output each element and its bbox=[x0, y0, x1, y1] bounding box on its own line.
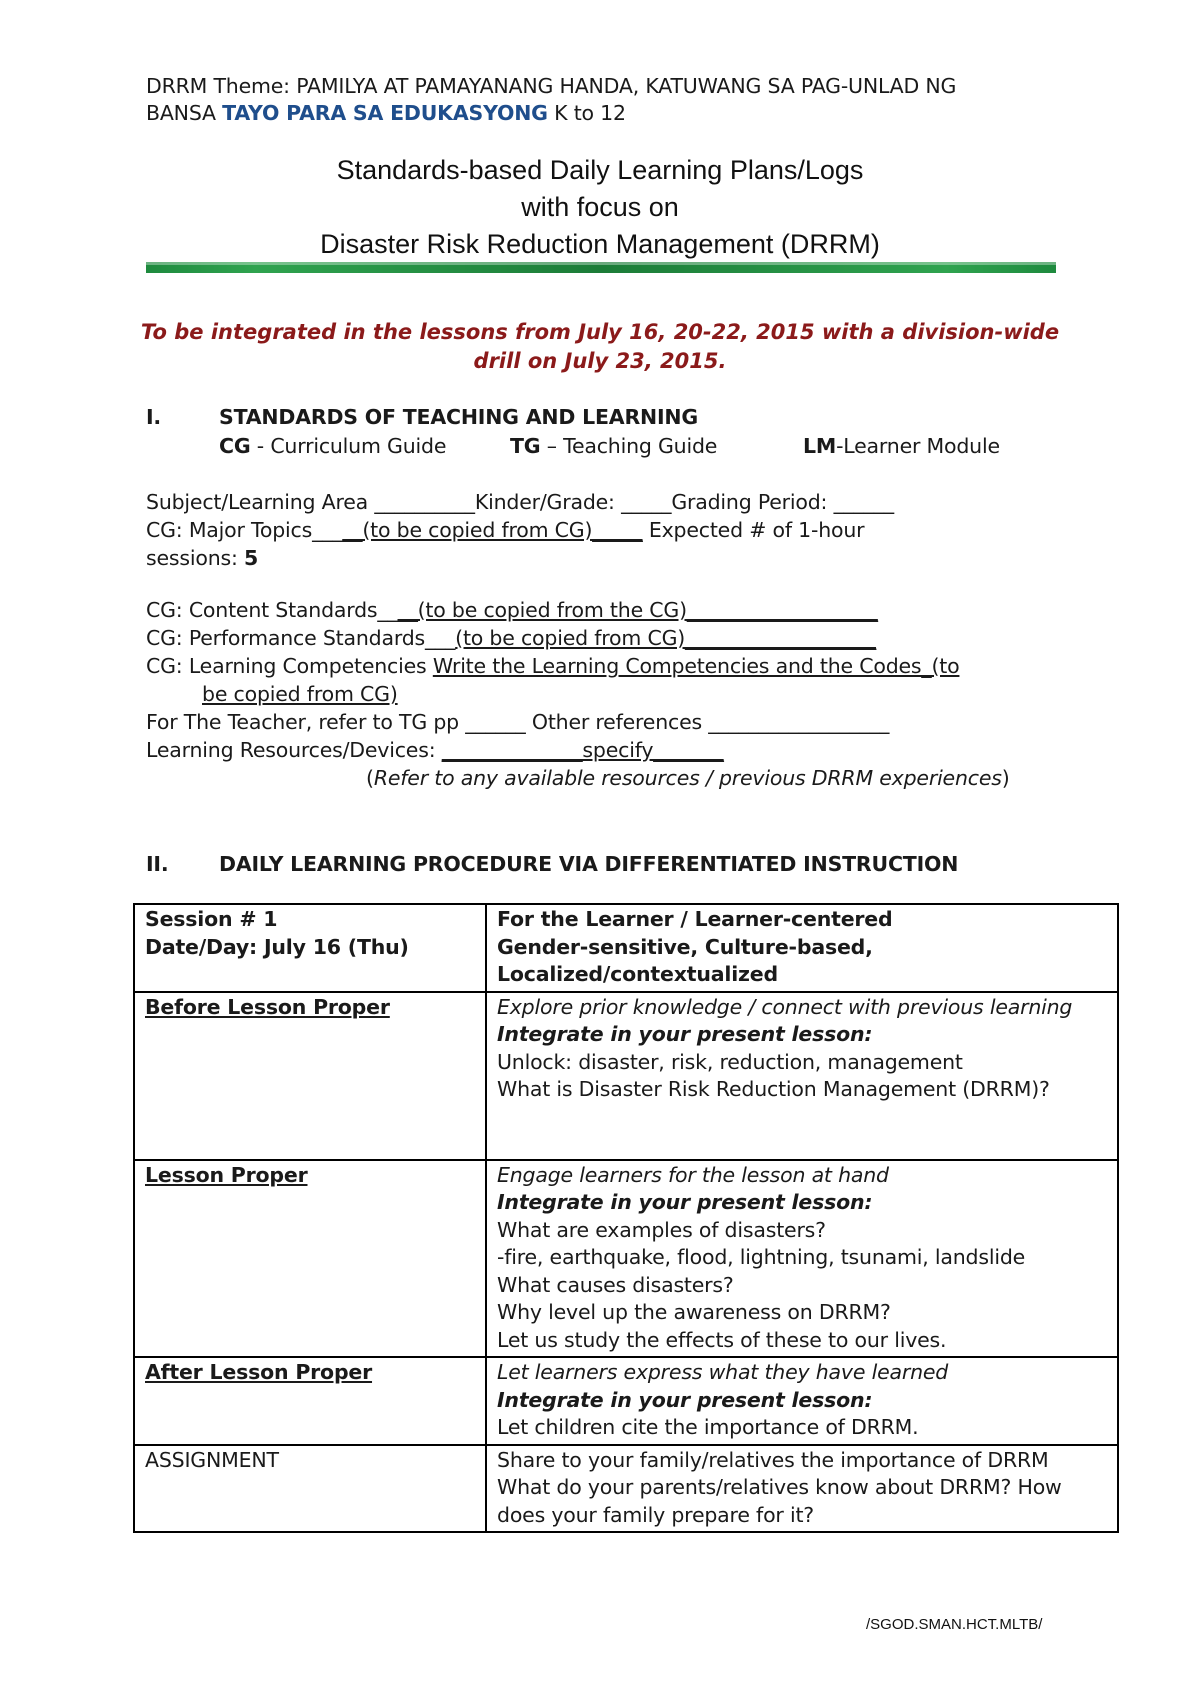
header-localized: Localized/contextualized bbox=[497, 962, 778, 986]
row-italic-note: Let learners express what they have learned bbox=[497, 1360, 949, 1384]
lm-abbr: LM bbox=[803, 434, 837, 458]
row-line: Let children cite the importance of DRRM. bbox=[497, 1415, 919, 1439]
notice-line-1: To be integrated in the lessons from July 16, 20-22, 2015 with a division-wide bbox=[140, 320, 1060, 344]
theme-prefix: BANSA bbox=[146, 101, 223, 125]
subject-line: Subject/Learning Area __________Kinder/Grade: _____Grading Period: ______ bbox=[146, 490, 894, 514]
table-row bbox=[134, 1160, 1118, 1358]
sessions-value: 5 bbox=[244, 546, 259, 570]
table-row bbox=[134, 1445, 1118, 1533]
header-learner-centered: For the Learner / Learner-centered bbox=[497, 907, 893, 931]
row-line: What are examples of disasters? bbox=[497, 1217, 826, 1242]
competencies-underlined: Write the Learning Competencies and the Codes_(to bbox=[432, 654, 960, 678]
abbreviation-lm bbox=[803, 432, 1000, 460]
title-divider-bar bbox=[146, 262, 1056, 273]
row-content-after-lesson bbox=[486, 1357, 1118, 1445]
major-topics-underlined: __(to be copied from CG)_____ bbox=[342, 518, 643, 542]
section2-numeral: II. bbox=[146, 852, 169, 876]
performance-underlined: (to be copied from CG)___________________ bbox=[455, 626, 877, 650]
row-content-before-lesson bbox=[486, 992, 1118, 1160]
major-topics-line bbox=[146, 516, 864, 544]
table-header-session bbox=[134, 904, 486, 992]
theme-line-2 bbox=[146, 99, 626, 127]
row-line: -fire, earthquake, flood, lightning, tsunami, landslide bbox=[497, 1245, 1026, 1269]
content-prefix: CG: Content Standards__ bbox=[146, 598, 398, 622]
row-line: What causes disasters? bbox=[497, 1272, 734, 1297]
notice-line-2: drill on July 23, 2015. bbox=[473, 349, 727, 373]
procedure-table bbox=[133, 903, 1119, 1533]
theme-line-1: DRRM Theme: PAMILYA AT PAMAYANANG HANDA, KATUWANG SA PAG-UNLAD NG bbox=[146, 74, 957, 98]
row-italic-note: Engage learners for the lesson at hand bbox=[497, 1162, 889, 1187]
competencies-line bbox=[146, 652, 959, 680]
table-row bbox=[134, 992, 1118, 1160]
sessions-line bbox=[146, 544, 258, 572]
teacher-references-line: For The Teacher, refer to TG pp ______ Other references __________________ bbox=[146, 710, 890, 734]
table-row bbox=[134, 1357, 1118, 1445]
tg-abbr: TG bbox=[510, 434, 541, 458]
resources-underlined: ______________specify_______ bbox=[441, 738, 724, 762]
resources-prefix: Learning Resources/Devices: bbox=[146, 738, 442, 762]
row-line: What is Disaster Risk Reduction Management (DRRM)? bbox=[497, 1077, 1050, 1101]
theme-highlight: TAYO PARA SA EDUKASYONG bbox=[222, 101, 548, 125]
abbreviation-cg bbox=[219, 432, 446, 460]
row-italic-note: Explore prior knowledge / connect with previous learning bbox=[497, 994, 1073, 1019]
tg-text: – Teaching Guide bbox=[540, 434, 718, 458]
refer-open: ( bbox=[366, 766, 374, 790]
footer-code: /SGOD.SMAN.HCT.MLTB/ bbox=[866, 1616, 1043, 1633]
refer-text: Refer to any available resources / previous DRRM experiences bbox=[373, 766, 1002, 790]
row-integrate-label: Integrate in your present lesson: bbox=[497, 1022, 873, 1046]
row-line: What do your parents/relatives know about DRRM? How does your family prepare for it? bbox=[497, 1475, 1062, 1527]
expected-sessions-label: Expected # of 1-hour bbox=[642, 518, 865, 542]
section1-numeral: I. bbox=[146, 405, 162, 429]
table-header-row bbox=[134, 904, 1118, 992]
row-line: Share to your family/relatives the importance of DRRM bbox=[497, 1447, 1049, 1472]
row-line: Let us study the effects of these to our lives. bbox=[497, 1327, 947, 1352]
row-integrate-label: Integrate in your present lesson: bbox=[497, 1190, 873, 1214]
theme-suffix: K to 12 bbox=[547, 101, 626, 125]
header-gender-sensitive: Gender-sensitive, Culture-based, bbox=[497, 934, 873, 959]
refer-note bbox=[366, 764, 1010, 792]
performance-prefix: CG: Performance Standards___ bbox=[146, 626, 456, 650]
row-label-after-lesson: After Lesson Proper bbox=[134, 1357, 486, 1445]
row-line: Unlock: disaster, risk, reduction, management bbox=[497, 1049, 963, 1074]
content-underlined: __(to be copied from the CG)___________________ bbox=[397, 598, 878, 622]
cg-text: - Curriculum Guide bbox=[250, 434, 447, 458]
row-label-before-lesson: Before Lesson Proper bbox=[134, 992, 486, 1160]
row-line: Why level up the awareness on DRRM? bbox=[497, 1300, 891, 1324]
section2-heading: DAILY LEARNING PROCEDURE VIA DIFFERENTIATED INSTRUCTION bbox=[219, 852, 959, 876]
title-line-1: Standards-based Daily Learning Plans/Logs bbox=[336, 155, 864, 185]
section1-heading: STANDARDS OF TEACHING AND LEARNING bbox=[219, 405, 698, 429]
row-content-lesson-proper bbox=[486, 1160, 1118, 1358]
major-topics-prefix: CG: Major Topics___ bbox=[146, 518, 343, 542]
session-date: Date/Day: July 16 (Thu) bbox=[145, 934, 409, 959]
content-standards-line bbox=[146, 596, 878, 624]
lm-text: -Learner Module bbox=[836, 434, 1000, 458]
row-content-assignment bbox=[486, 1445, 1118, 1533]
row-integrate-label: Integrate in your present lesson: bbox=[497, 1387, 873, 1412]
sessions-label: sessions: bbox=[146, 546, 244, 570]
cg-abbr: CG bbox=[219, 434, 251, 458]
table-header-learner bbox=[486, 904, 1118, 992]
title-line-3: Disaster Risk Reduction Management (DRRM) bbox=[320, 229, 880, 259]
competencies-prefix: CG: Learning Competencies bbox=[146, 654, 433, 678]
row-label-assignment: ASSIGNMENT bbox=[134, 1445, 486, 1533]
row-label-lesson-proper: Lesson Proper bbox=[134, 1160, 486, 1358]
performance-standards-line bbox=[146, 624, 876, 652]
title-line-2: with focus on bbox=[521, 192, 679, 222]
refer-close: ) bbox=[1001, 766, 1010, 790]
competencies-line-2: be copied from CG) bbox=[202, 682, 398, 706]
abbreviation-tg bbox=[510, 432, 717, 460]
resources-line bbox=[146, 736, 724, 764]
session-number: Session # 1 bbox=[145, 907, 278, 931]
